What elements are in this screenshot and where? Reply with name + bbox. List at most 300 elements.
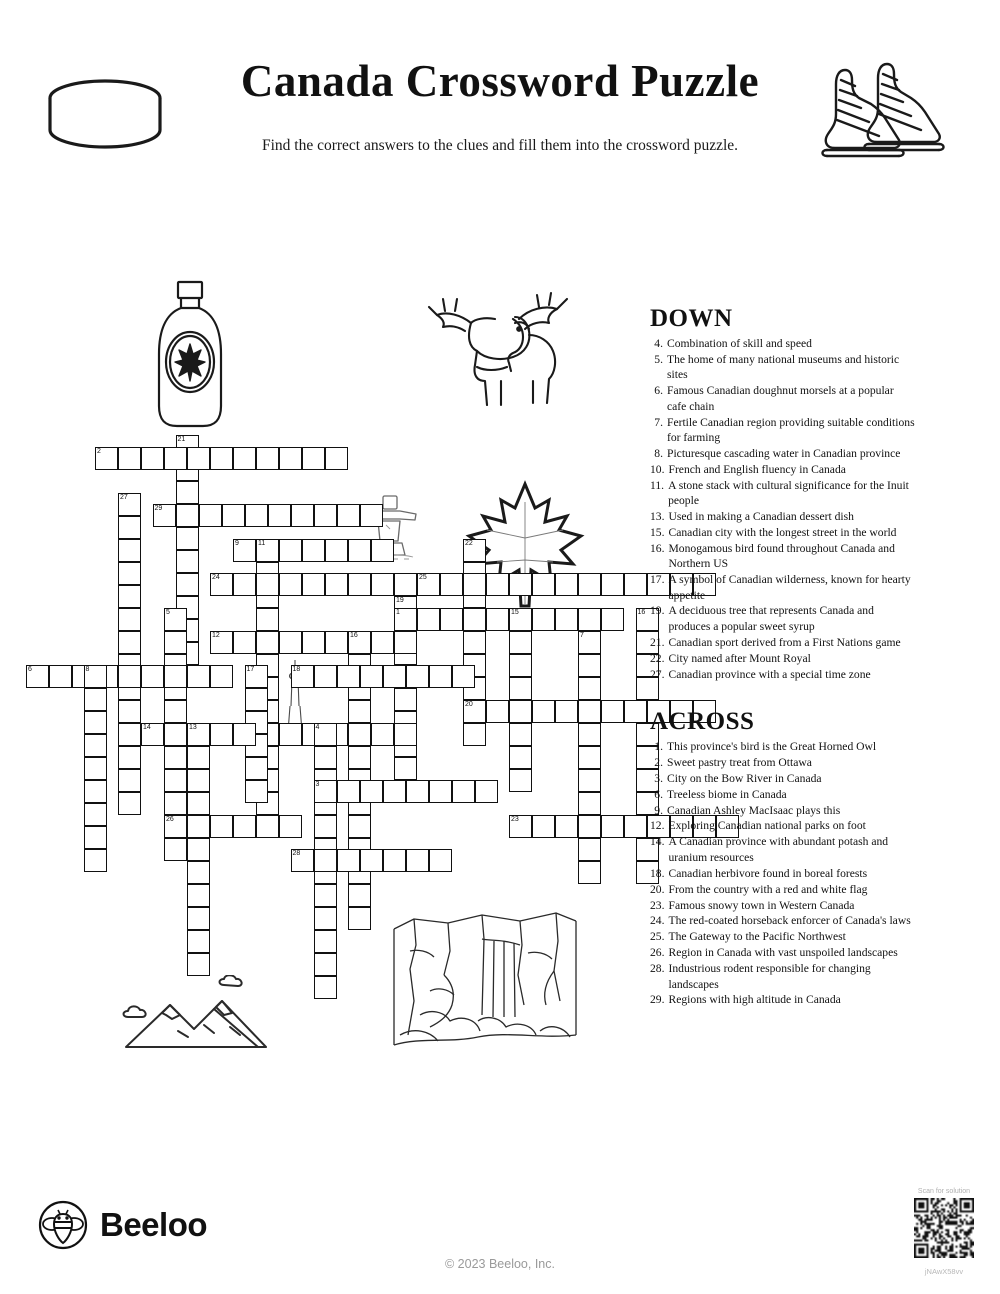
crossword-cell[interactable] [233, 539, 256, 562]
crossword-cell[interactable] [268, 504, 291, 527]
crossword-cell[interactable] [601, 815, 624, 838]
crossword-cell[interactable] [199, 504, 222, 527]
crossword-cell[interactable] [118, 631, 141, 654]
crossword-cell[interactable] [578, 815, 601, 838]
crossword-cell[interactable] [463, 608, 486, 631]
crossword-cell[interactable] [348, 746, 371, 769]
clue-text: City on the Bow River in Canada [667, 771, 822, 785]
crossword-cell[interactable] [118, 723, 141, 746]
crossword-cell[interactable] [325, 539, 348, 562]
beeloo-logo [38, 1196, 238, 1254]
clue-text: A stone stack with cultural significance for the Inuit people [668, 478, 909, 508]
crossword-cell[interactable] [279, 815, 302, 838]
crossword-cell[interactable] [532, 608, 555, 631]
crossword-cell[interactable] [360, 504, 383, 527]
crossword-cell[interactable] [371, 631, 394, 654]
crossword-cell[interactable] [187, 884, 210, 907]
crossword-cell[interactable] [164, 608, 187, 631]
crossword-cell[interactable] [578, 631, 601, 654]
moose-illustration [415, 285, 575, 410]
crossword-cell[interactable] [118, 493, 141, 516]
crossword-cell[interactable] [601, 573, 624, 596]
crossword-cell[interactable] [440, 573, 463, 596]
crossword-cell[interactable] [245, 757, 268, 780]
clue-number: 23. [650, 898, 665, 912]
crossword-cell[interactable] [187, 665, 210, 688]
crossword-cell[interactable] [383, 665, 406, 688]
clue-number: 19. [650, 604, 665, 618]
crossword-cell[interactable] [463, 539, 486, 562]
crossword-cell[interactable] [486, 573, 509, 596]
clue-number: 2. [654, 755, 663, 769]
crossword-cell[interactable] [417, 573, 440, 596]
crossword-cell[interactable] [245, 688, 268, 711]
clue-number: 14. [650, 835, 665, 849]
crossword-cell[interactable] [509, 573, 532, 596]
clue-text: Monogamous bird found throughout Canada and Northern US [668, 541, 895, 571]
crossword-cell-number: 17 [246, 666, 255, 673]
crossword-cell[interactable] [555, 573, 578, 596]
crossword-cell[interactable] [624, 815, 647, 838]
qr-code-image[interactable] [914, 1198, 974, 1258]
crossword-cell[interactable] [314, 665, 337, 688]
clue-text: A deciduous tree that represents Canada and produces a popular sweet syrup [668, 604, 874, 633]
crossword-cell[interactable] [406, 665, 429, 688]
crossword-cell[interactable] [578, 608, 601, 631]
crossword-cell[interactable] [394, 573, 417, 596]
crossword-cell[interactable] [371, 539, 394, 562]
crossword-cell[interactable] [348, 884, 371, 907]
crossword-cell[interactable] [406, 780, 429, 803]
crossword-cell[interactable] [314, 504, 337, 527]
crossword-cell[interactable] [118, 585, 141, 608]
clue-item-down-16 [650, 541, 915, 572]
clue-item-down-27 [650, 667, 915, 682]
crossword-cell[interactable] [509, 746, 532, 769]
crossword-cell[interactable] [314, 780, 337, 803]
crossword-cell[interactable] [176, 504, 199, 527]
crossword-cell[interactable] [245, 665, 268, 688]
crossword-cell[interactable] [302, 447, 325, 470]
maple-syrup-bottle-illustration [145, 278, 235, 433]
crossword-cell[interactable] [314, 849, 337, 872]
crossword-cell[interactable] [440, 608, 463, 631]
clue-text: The home of many national museums and historic sites [667, 352, 900, 382]
crossword-cell[interactable] [245, 780, 268, 803]
crossword-cell[interactable] [348, 723, 371, 746]
clue-text: Combination of skill and speed [667, 337, 812, 350]
crossword-cell[interactable] [578, 723, 601, 746]
crossword-cell[interactable] [210, 447, 233, 470]
clue-text: French and English fluency in Canada [668, 462, 846, 476]
clue-item-across-24 [650, 913, 915, 928]
crossword-cell-number: 28 [292, 850, 301, 857]
crossword-cell[interactable] [233, 631, 256, 654]
down-clues-block [650, 305, 915, 682]
crossword-cell[interactable] [164, 769, 187, 792]
crossword-cell[interactable] [256, 608, 279, 631]
crossword-cell[interactable] [509, 631, 532, 654]
clue-number: 24. [650, 914, 665, 928]
crossword-cell[interactable] [314, 815, 337, 838]
crossword-cell-number: 9 [235, 539, 239, 547]
crossword-cell[interactable] [348, 539, 371, 562]
clue-number: 3. [654, 771, 663, 785]
across-clue-list [650, 739, 915, 1008]
crossword-cell-number: 11 [258, 539, 266, 547]
crossword-grid[interactable] [0, 420, 646, 910]
crossword-cell[interactable] [118, 562, 141, 585]
crossword-cell[interactable] [118, 516, 141, 539]
crossword-cell[interactable] [417, 608, 440, 631]
crossword-cell[interactable] [383, 849, 406, 872]
crossword-cell[interactable] [509, 723, 532, 746]
crossword-cell[interactable] [84, 665, 107, 688]
crossword-cell[interactable] [314, 953, 337, 976]
clue-number: 12. [650, 819, 665, 833]
clue-text: Exploring Canadian national parks on foot [668, 819, 866, 833]
crossword-cell[interactable] [153, 504, 176, 527]
crossword-cell[interactable] [256, 573, 279, 596]
crossword-cell[interactable] [337, 504, 360, 527]
crossword-cell[interactable] [118, 746, 141, 769]
clue-number: 21. [650, 635, 665, 649]
crossword-cell[interactable] [371, 573, 394, 596]
crossword-cell[interactable] [141, 665, 164, 688]
clue-text: Regions with high altitude in Canada [668, 993, 841, 1007]
clue-text: Used in making a Canadian dessert dish [668, 509, 854, 523]
crossword-cell[interactable] [509, 700, 532, 723]
clue-number: 1. [654, 739, 663, 753]
clue-text: The Gateway to the Pacific Northwest [668, 930, 846, 944]
crossword-cell[interactable] [555, 700, 578, 723]
clue-item-across-3 [650, 771, 915, 786]
crossword-cell[interactable] [118, 769, 141, 792]
crossword-cell[interactable] [291, 849, 314, 872]
clue-number: 6. [654, 787, 663, 801]
crossword-cell[interactable] [256, 447, 279, 470]
clue-text: Sweet pastry treat from Ottawa [667, 755, 812, 769]
crossword-cell[interactable] [164, 815, 187, 838]
crossword-cell[interactable] [233, 447, 256, 470]
clue-item-down-19 [650, 603, 915, 634]
crossword-cell[interactable] [256, 539, 279, 562]
crossword-cell[interactable] [164, 792, 187, 815]
crossword-cell[interactable] [452, 780, 475, 803]
crossword-cell[interactable] [210, 573, 233, 596]
crossword-cell[interactable] [302, 539, 325, 562]
crossword-cell[interactable] [84, 734, 107, 757]
crossword-cell[interactable] [187, 815, 210, 838]
crossword-cell[interactable] [245, 504, 268, 527]
crossword-cell[interactable] [187, 861, 210, 884]
crossword-cell[interactable] [578, 700, 601, 723]
crossword-cell[interactable] [475, 780, 498, 803]
crossword-cell[interactable] [394, 723, 417, 746]
crossword-cell[interactable] [601, 700, 624, 723]
crossword-cell[interactable] [176, 550, 199, 573]
crossword-cell[interactable] [118, 447, 141, 470]
crossword-cell[interactable] [279, 631, 302, 654]
clue-item-across-26 [650, 945, 915, 960]
clue-text: Canadian province with a special time zone [668, 667, 871, 681]
crossword-cell[interactable] [509, 815, 532, 838]
clue-number: 8. [654, 446, 663, 460]
crossword-cell[interactable] [233, 723, 256, 746]
crossword-cell[interactable] [84, 849, 107, 872]
crossword-cell-number: 4 [315, 723, 320, 731]
clue-text: Canadian sport derived from a First Nations game [668, 635, 901, 649]
crossword-cell[interactable] [394, 688, 417, 711]
crossword-cell[interactable] [187, 930, 210, 953]
crossword-cell-number: 23 [511, 815, 519, 823]
crossword-cell[interactable] [164, 700, 187, 723]
crossword-cell[interactable] [578, 861, 601, 884]
crossword-cell-number: 20 [465, 700, 473, 708]
crossword-cell[interactable] [118, 700, 141, 723]
crossword-cell[interactable] [314, 746, 337, 769]
clue-item-down-17 [650, 572, 915, 603]
crossword-cell-number: 1 [396, 608, 400, 616]
crossword-cell[interactable] [348, 700, 371, 723]
crossword-cell[interactable] [578, 838, 601, 861]
crossword-cell[interactable] [302, 573, 325, 596]
crossword-cell[interactable] [256, 815, 279, 838]
clue-number: 18. [650, 866, 665, 880]
crossword-cell[interactable] [429, 780, 452, 803]
crossword-cell[interactable] [532, 573, 555, 596]
crossword-cell[interactable] [49, 665, 72, 688]
crossword-cell[interactable] [578, 677, 601, 700]
clue-text: The red-coated horseback enforcer of Canada's laws [668, 914, 911, 928]
crossword-cell[interactable] [118, 539, 141, 562]
crossword-cell-number: 14 [143, 723, 151, 731]
clue-item-down-15 [650, 525, 915, 540]
down-heading: DOWN [650, 305, 733, 332]
crossword-cell[interactable] [164, 665, 187, 688]
crossword-cell[interactable] [210, 631, 233, 654]
clue-item-down-13 [650, 509, 915, 524]
crossword-cell[interactable] [187, 769, 210, 792]
crossword-cell[interactable] [187, 838, 210, 861]
crossword-cell[interactable] [164, 746, 187, 769]
crossword-cell[interactable] [337, 849, 360, 872]
crossword-cell[interactable] [187, 447, 210, 470]
crossword-cell[interactable] [337, 780, 360, 803]
waterfall-illustration [390, 905, 580, 1055]
crossword-cell[interactable] [578, 746, 601, 769]
crossword-cell[interactable] [176, 527, 199, 550]
clue-item-down-5 [650, 352, 915, 383]
crossword-cell[interactable] [578, 769, 601, 792]
crossword-cell[interactable] [578, 573, 601, 596]
crossword-cell[interactable] [141, 723, 164, 746]
crossword-cell[interactable] [279, 447, 302, 470]
crossword-cell[interactable] [118, 792, 141, 815]
crossword-cell[interactable] [233, 815, 256, 838]
crossword-cell[interactable] [141, 447, 164, 470]
crossword-cell[interactable] [555, 815, 578, 838]
crossword-cell[interactable] [360, 780, 383, 803]
qr-solution-block[interactable] [905, 1188, 983, 1276]
crossword-cell[interactable] [314, 930, 337, 953]
crossword-cell[interactable] [394, 757, 417, 780]
crossword-cell[interactable] [578, 792, 601, 815]
crossword-cell[interactable] [325, 573, 348, 596]
crossword-cell[interactable] [406, 849, 429, 872]
across-clues-block [650, 708, 915, 1008]
crossword-cell[interactable] [429, 849, 452, 872]
crossword-cell[interactable] [348, 815, 371, 838]
clue-text: A Canadian province with abundant potash and uranium resources [668, 835, 889, 864]
clue-text: Region in Canada with vast unspoiled landscapes [668, 946, 898, 960]
crossword-cell[interactable] [118, 608, 141, 631]
clue-number: 16. [650, 541, 665, 555]
crossword-cell[interactable] [314, 723, 337, 746]
clue-number: 4. [654, 337, 663, 350]
crossword-cell[interactable] [84, 688, 107, 711]
crossword-cell[interactable] [210, 815, 233, 838]
crossword-cell[interactable] [486, 608, 509, 631]
clue-number: 20. [650, 882, 665, 896]
crossword-cell[interactable] [325, 631, 348, 654]
crossword-cell-number: 8 [85, 666, 90, 673]
clue-text: Famous snowy town in Western Canada [668, 898, 855, 912]
clue-item-across-28 [650, 961, 915, 992]
clue-item-down-7 [650, 415, 915, 446]
crossword-cell[interactable] [95, 447, 118, 470]
crossword-cell[interactable] [509, 608, 532, 631]
crossword-cell[interactable] [532, 700, 555, 723]
clue-number: 26. [650, 946, 665, 960]
crossword-cell-number: 13 [189, 723, 197, 731]
crossword-cell[interactable] [325, 447, 348, 470]
page-subtitle: Find the correct answers to the clues and fill them into the crossword puzzle. [261, 137, 739, 154]
crossword-cell[interactable] [463, 631, 486, 654]
crossword-cell[interactable] [84, 711, 107, 734]
crossword-cell[interactable] [164, 838, 187, 861]
clue-number: 9. [654, 803, 663, 817]
crossword-cell[interactable] [84, 757, 107, 780]
crossword-cell[interactable] [84, 780, 107, 803]
crossword-cell[interactable] [176, 481, 199, 504]
clue-item-across-23 [650, 898, 915, 913]
crossword-cell-number: 25 [419, 574, 427, 581]
crossword-cell[interactable] [360, 849, 383, 872]
clue-item-down-22 [650, 651, 915, 666]
crossword-cell[interactable] [509, 654, 532, 677]
crossword-cell[interactable] [164, 631, 187, 654]
clue-item-across-2 [650, 755, 915, 770]
crossword-cell[interactable] [624, 700, 647, 723]
clue-text: This province's bird is the Great Horned Owl [667, 739, 877, 753]
crossword-cell[interactable] [210, 723, 233, 746]
clue-item-across-18 [650, 866, 915, 881]
crossword-cell[interactable] [509, 677, 532, 700]
clue-text: Industrious rodent responsible for changing landscapes [668, 962, 871, 991]
crossword-cell-number: 6 [28, 666, 32, 673]
crossword-cell[interactable] [118, 665, 141, 688]
clue-number: 7. [654, 415, 663, 429]
crossword-cell[interactable] [187, 723, 210, 746]
crossword-cell-number: 24 [212, 574, 220, 581]
crossword-cell[interactable] [84, 826, 107, 849]
crossword-cell[interactable] [452, 665, 475, 688]
crossword-cell[interactable] [314, 907, 337, 930]
crossword-cell[interactable] [578, 654, 601, 677]
down-clue-list [650, 336, 915, 682]
crossword-cell[interactable] [302, 631, 325, 654]
crossword-cell[interactable] [394, 608, 417, 631]
crossword-cell[interactable] [176, 573, 199, 596]
crossword-cell[interactable] [26, 665, 49, 688]
clue-number: 25. [650, 930, 665, 944]
clue-number: 22. [650, 651, 665, 665]
crossword-cell[interactable] [624, 573, 647, 596]
crossword-cell[interactable] [555, 608, 578, 631]
crossword-cell[interactable] [463, 700, 486, 723]
crossword-cell-number: 21 [177, 436, 186, 443]
crossword-cell[interactable] [348, 907, 371, 930]
crossword-cell[interactable] [394, 631, 417, 654]
crossword-cell-number: 2 [97, 447, 101, 455]
crossword-cell[interactable] [84, 803, 107, 826]
clue-text: City named after Mount Royal [668, 651, 811, 665]
crossword-cell[interactable] [463, 573, 486, 596]
crossword-cell[interactable] [233, 573, 256, 596]
qr-caption: Scan for solution [917, 1188, 971, 1195]
clue-number: 5. [654, 352, 663, 366]
crossword-cell[interactable] [187, 792, 210, 815]
crossword-cell[interactable] [291, 665, 314, 688]
crossword-cell[interactable] [383, 780, 406, 803]
crossword-cell[interactable] [210, 665, 233, 688]
crossword-cell[interactable] [279, 539, 302, 562]
copyright-text: © 2023 Beeloo, Inc. [445, 1257, 555, 1271]
crossword-cell[interactable] [187, 953, 210, 976]
crossword-cell-number: 16 [350, 631, 358, 639]
crossword-cell[interactable] [164, 447, 187, 470]
crossword-cell[interactable] [371, 723, 394, 746]
crossword-cell[interactable] [222, 504, 245, 527]
crossword-cell[interactable] [256, 631, 279, 654]
clue-item-across-1 [650, 739, 915, 754]
crossword-cell[interactable] [164, 723, 187, 746]
crossword-cell[interactable] [337, 665, 360, 688]
crossword-cell[interactable] [348, 631, 371, 654]
clue-item-down-4 [650, 336, 915, 351]
crossword-cell[interactable] [291, 504, 314, 527]
crossword-cell[interactable] [187, 907, 210, 930]
crossword-cell[interactable] [601, 608, 624, 631]
crossword-cell[interactable] [187, 746, 210, 769]
crossword-cell[interactable] [429, 665, 452, 688]
qr-id-text: jNAwX58vv [924, 1267, 964, 1276]
clue-item-across-6 [650, 787, 915, 802]
crossword-cell[interactable] [279, 573, 302, 596]
crossword-cell[interactable] [532, 815, 555, 838]
crossword-cell[interactable] [314, 976, 337, 999]
crossword-cell[interactable] [314, 884, 337, 907]
crossword-cell[interactable] [360, 665, 383, 688]
crossword-cell[interactable] [348, 573, 371, 596]
clues-panel [650, 305, 915, 1008]
crossword-cell[interactable] [463, 723, 486, 746]
crossword-cell[interactable] [486, 700, 509, 723]
crossword-cell[interactable] [279, 723, 302, 746]
clue-item-down-21 [650, 635, 915, 650]
crossword-cell[interactable] [509, 769, 532, 792]
